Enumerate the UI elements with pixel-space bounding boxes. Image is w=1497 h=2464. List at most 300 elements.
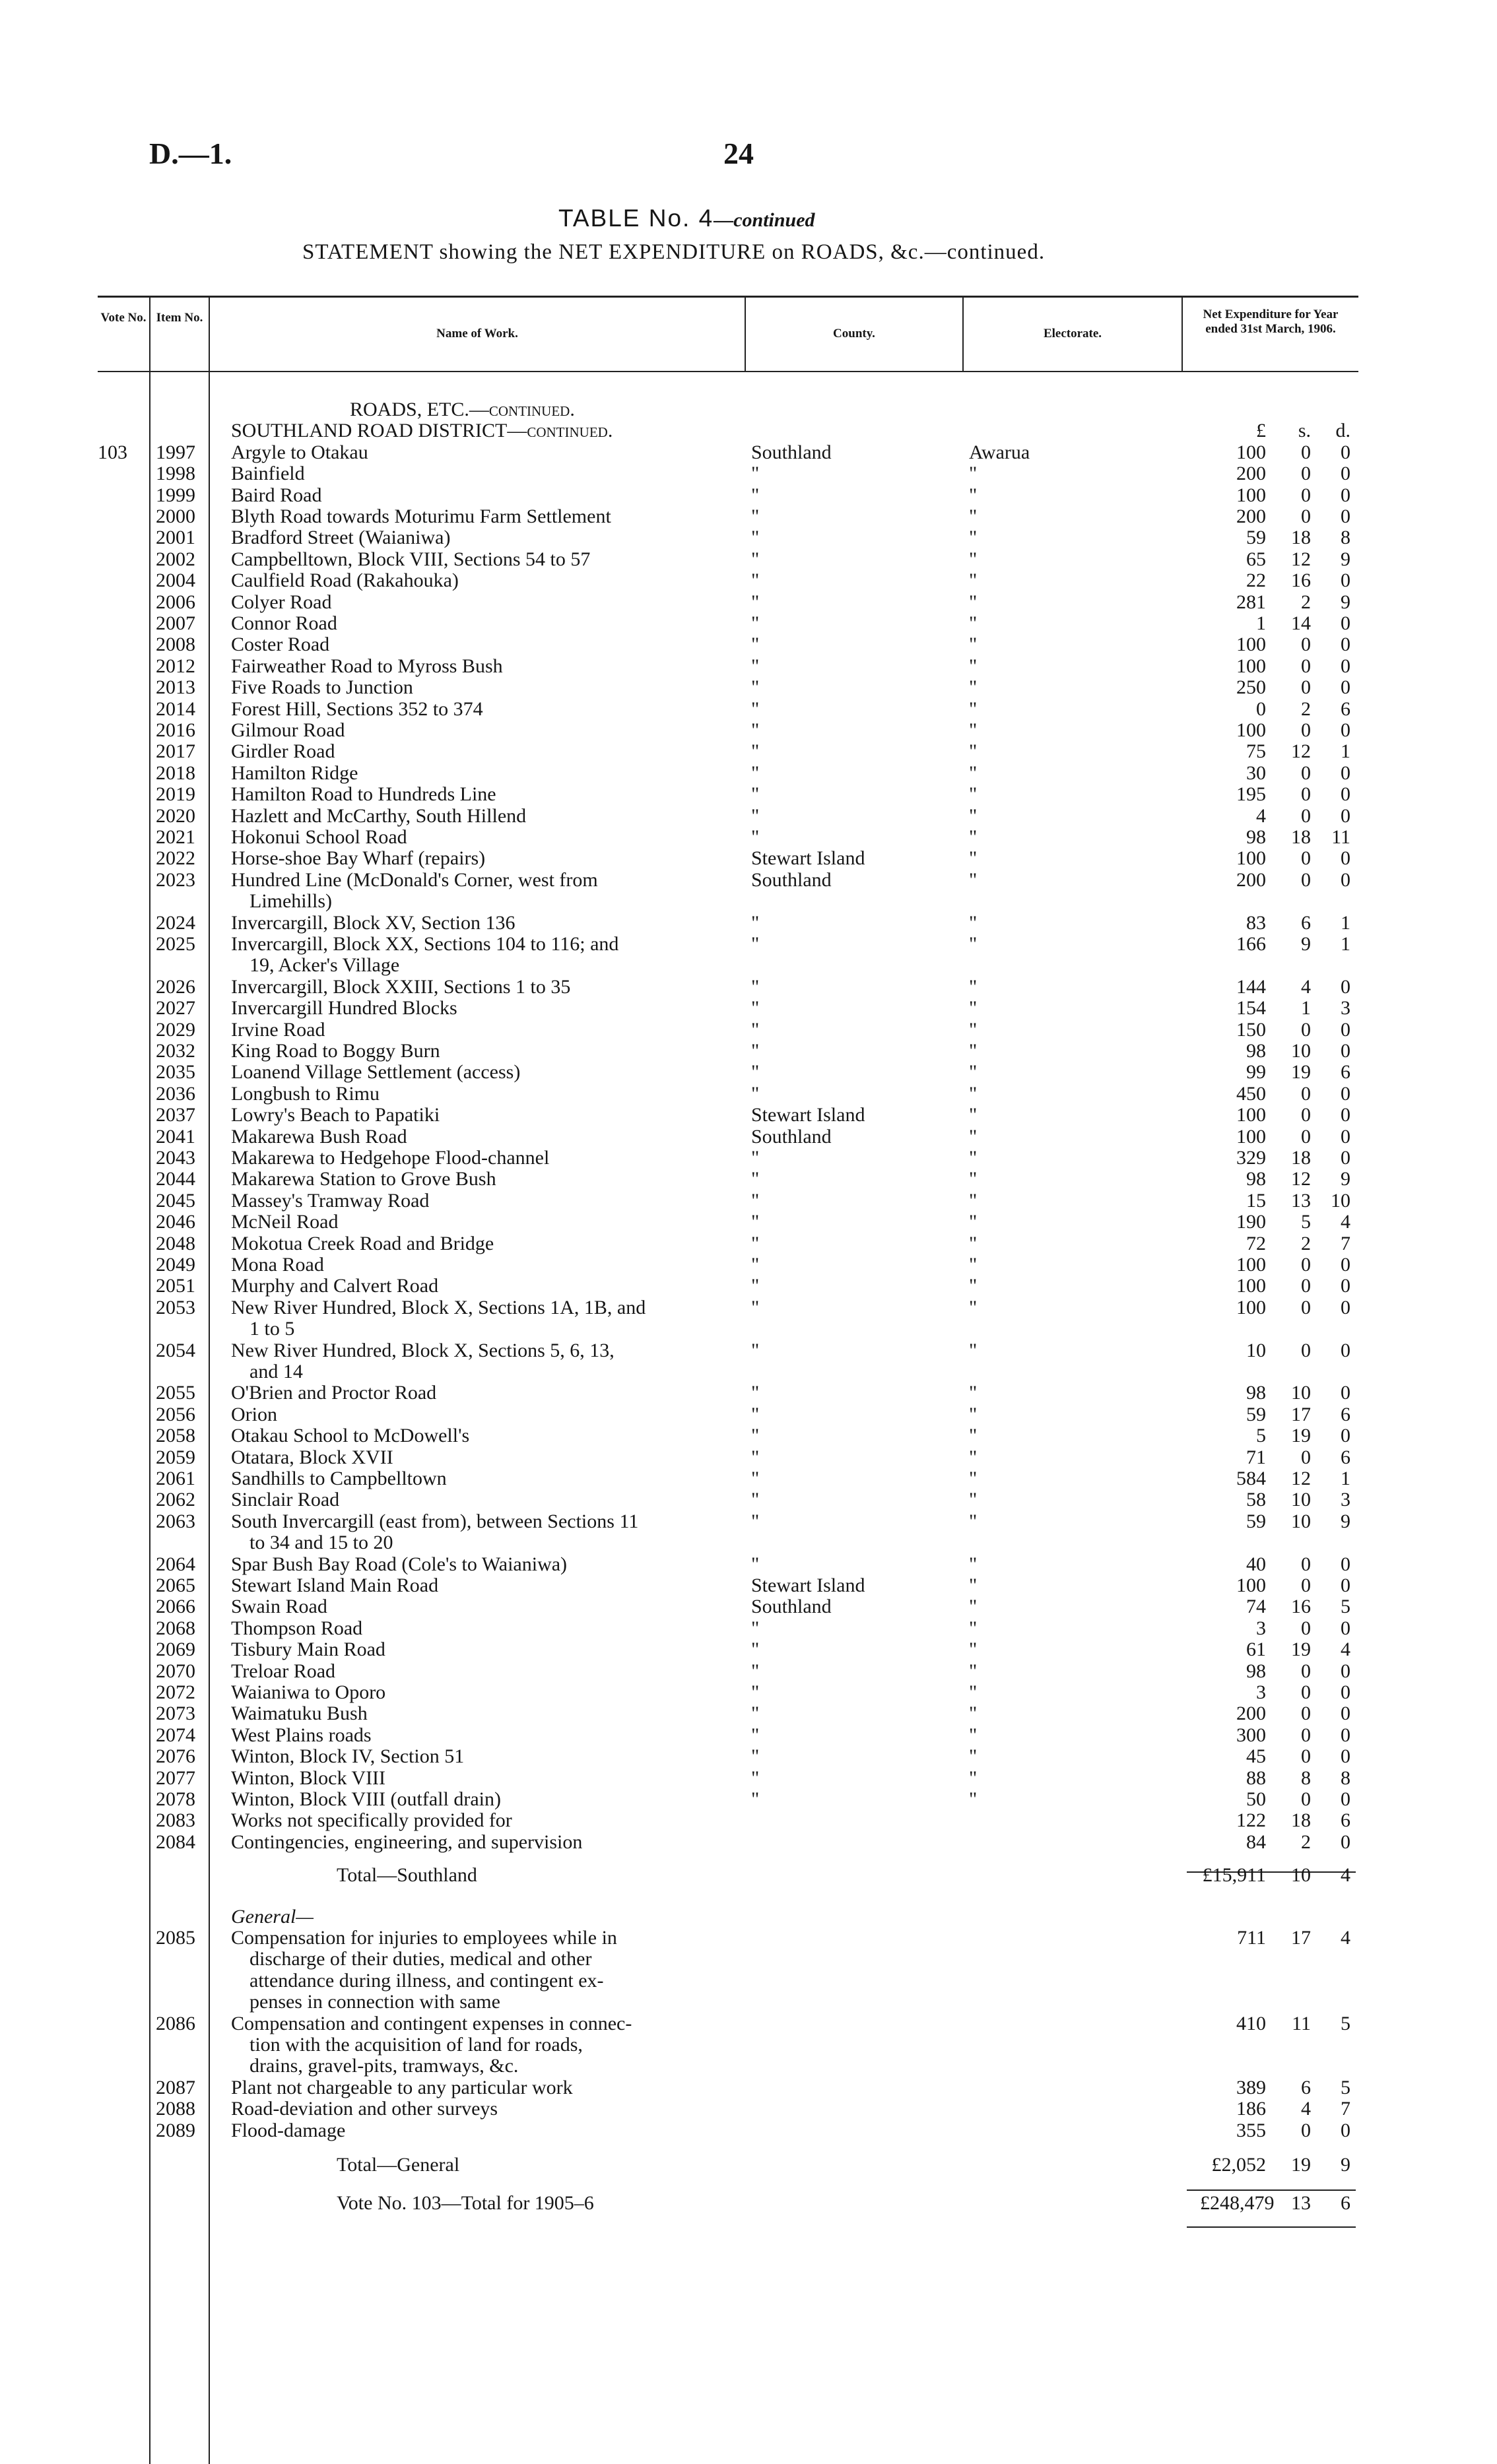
work-name: Girdler Road	[231, 740, 335, 762]
electorate: "	[969, 1211, 978, 1233]
work-name: Campbelltown, Block VIII, Sections 54 to 57	[231, 548, 591, 570]
table-row-continuation	[0, 2035, 1497, 2055]
amount-pence: 0	[1341, 1660, 1350, 1682]
item-number: 2021	[156, 826, 195, 848]
amount-pounds: 450	[1236, 1083, 1266, 1105]
table-row	[0, 763, 1497, 783]
work-name: Flood-damage	[231, 2120, 346, 2141]
work-name: West Plains roads	[231, 1724, 372, 1746]
item-number: 2068	[156, 1617, 195, 1639]
work-name: Coster Road	[231, 633, 330, 655]
currency-pence: d.	[1335, 420, 1350, 441]
electorate: "	[969, 1489, 978, 1510]
amount-pence: 0	[1341, 762, 1350, 784]
amount-shillings: 0	[1301, 805, 1311, 827]
amount-shillings: 0	[1301, 847, 1311, 869]
electorate: "	[969, 1681, 978, 1703]
amount-pounds: 58	[1246, 1489, 1266, 1510]
amount-pence: 3	[1341, 1489, 1350, 1510]
col-header-vote: Vote No.	[100, 311, 147, 325]
amount-shillings: 0	[1301, 1083, 1311, 1105]
county: "	[751, 569, 760, 591]
work-name: Bradford Street (Waianiwa)	[231, 527, 451, 548]
work-name: Spar Bush Bay Road (Cole's to Waianiwa)	[231, 1553, 568, 1575]
amount-shillings: 17	[1291, 1404, 1311, 1425]
amount-pounds: 100	[1236, 441, 1266, 463]
item-number: 1998	[156, 463, 195, 484]
item-number: 2088	[156, 2098, 195, 2120]
amount-pounds: 45	[1246, 1745, 1266, 1767]
work-name: Works not specifically provided for	[231, 1809, 512, 1831]
county: "	[751, 1745, 760, 1767]
county: "	[751, 1168, 760, 1190]
table-row	[0, 1512, 1497, 1532]
amount-pence: 1	[1341, 740, 1350, 762]
electorate: "	[969, 1617, 978, 1639]
item-number: 2001	[156, 527, 195, 548]
county: "	[751, 1382, 760, 1404]
work-name: Irvine Road	[231, 1019, 325, 1041]
amount-pounds: 98	[1246, 826, 1266, 848]
electorate: "	[969, 1660, 978, 1682]
work-name: Lowry's Beach to Papatiki	[231, 1104, 440, 1126]
amount-pence: 1	[1341, 912, 1350, 934]
table-row	[0, 977, 1497, 997]
electorate: "	[969, 762, 978, 784]
county: "	[751, 1083, 760, 1105]
amount-shillings: 13	[1291, 1190, 1311, 1212]
amount-pence: 6	[1341, 1061, 1350, 1083]
table-row	[0, 1234, 1497, 1254]
county: Southland	[751, 1126, 832, 1148]
amount-pence: 0	[1341, 1745, 1350, 1767]
table-row	[0, 1928, 1497, 1948]
amount-shillings: 4	[1301, 2098, 1311, 2120]
section-general: General—	[231, 1906, 314, 1928]
amount-pounds: 200	[1236, 463, 1266, 484]
amount-pounds: 5	[1256, 1425, 1266, 1446]
section-heading-general	[0, 1907, 1497, 1927]
work-name: Hamilton Road to Hundreds Line	[231, 783, 496, 805]
total-southland-label: Total—Southland	[337, 1864, 477, 1886]
item-number: 2069	[156, 1638, 195, 1660]
amount-pence: 0	[1341, 1019, 1350, 1041]
table-row	[0, 1062, 1497, 1082]
electorate: "	[969, 783, 978, 805]
amount-pounds: 61	[1246, 1638, 1266, 1660]
work-name: Forest Hill, Sections 352 to 374	[231, 698, 483, 720]
table-row	[0, 1790, 1497, 1809]
amount-pounds: 100	[1236, 633, 1266, 655]
amount-pounds: 166	[1236, 933, 1266, 955]
work-name: Mona Road	[231, 1254, 324, 1276]
amount-pence: 10	[1331, 1190, 1350, 1212]
amount-pence: 6	[1341, 1446, 1350, 1468]
item-number: 2051	[156, 1275, 195, 1297]
amount-shillings: 0	[1301, 463, 1311, 484]
county: "	[751, 633, 760, 655]
table-row-continuation	[0, 1319, 1497, 1339]
work-name: drains, gravel-pits, tramways, &c.	[249, 2055, 519, 2077]
item-number: 2062	[156, 1489, 195, 1510]
item-number: 2029	[156, 1019, 195, 1041]
electorate: "	[969, 1126, 978, 1148]
amount-shillings: 16	[1291, 569, 1311, 591]
amount-pounds: 100	[1236, 1254, 1266, 1276]
amount-shillings: 0	[1301, 1553, 1311, 1575]
item-number: 2086	[156, 2013, 195, 2034]
total-southland-shillings: 10	[1291, 1864, 1311, 1886]
amount-shillings: 6	[1301, 2077, 1311, 2098]
amount-pence: 0	[1341, 1275, 1350, 1297]
electorate: "	[969, 1788, 978, 1810]
electorate: "	[969, 912, 978, 934]
amount-pounds: 100	[1236, 847, 1266, 869]
amount-pence: 8	[1341, 1767, 1350, 1789]
work-name: O'Brien and Proctor Road	[231, 1382, 437, 1404]
amount-shillings: 0	[1301, 676, 1311, 698]
work-name: Hamilton Ridge	[231, 762, 358, 784]
work-name: Blyth Road towards Moturimu Farm Settlement	[231, 505, 611, 527]
total-southland-row	[0, 1865, 1497, 1885]
table-number: 4	[698, 205, 714, 232]
work-name: New River Hundred, Block X, Sections 5, 6, 13,	[231, 1340, 615, 1361]
table-row	[0, 1148, 1497, 1168]
amount-pence: 1	[1341, 1468, 1350, 1489]
amount-shillings: 2	[1301, 591, 1311, 613]
work-name: Connor Road	[231, 612, 337, 634]
work-name: Plant not chargeable to any particular work	[231, 2077, 573, 2098]
electorate: "	[969, 1340, 978, 1361]
table-row	[0, 913, 1497, 933]
amount-pounds: 100	[1236, 1275, 1266, 1297]
table-row	[0, 699, 1497, 719]
electorate: "	[969, 1425, 978, 1446]
amount-pence: 0	[1341, 1574, 1350, 1596]
amount-pence: 1	[1341, 933, 1350, 955]
item-number: 2049	[156, 1254, 195, 1276]
table-row	[0, 486, 1497, 505]
work-name-continued: and 14	[249, 1361, 303, 1382]
county: "	[751, 527, 760, 548]
county: "	[751, 1702, 760, 1724]
amount-pence: 0	[1341, 1831, 1350, 1853]
amount-pounds: 300	[1236, 1724, 1266, 1746]
amount-pence: 3	[1341, 997, 1350, 1019]
amount-shillings: 0	[1301, 1724, 1311, 1746]
amount-pence: 0	[1341, 869, 1350, 891]
item-number: 2025	[156, 933, 195, 955]
amount-pence: 7	[1341, 1233, 1350, 1254]
amount-pence: 9	[1341, 1510, 1350, 1532]
amount-pence: 0	[1341, 612, 1350, 634]
amount-shillings: 0	[1301, 1574, 1311, 1596]
amount-pence: 0	[1341, 1724, 1350, 1746]
amount-pounds: 100	[1236, 1104, 1266, 1126]
county: "	[751, 805, 760, 827]
electorate: "	[969, 463, 978, 484]
amount-pence: 0	[1341, 1040, 1350, 1062]
item-number: 2041	[156, 1126, 195, 1148]
county: "	[751, 484, 760, 506]
work-name: Hokonui School Road	[231, 826, 407, 848]
item-number: 2035	[156, 1061, 195, 1083]
work-name: Massey's Tramway Road	[231, 1190, 430, 1212]
currency-pounds: £	[1256, 420, 1266, 441]
county: "	[751, 1233, 760, 1254]
amount-pounds: 281	[1236, 591, 1266, 613]
amount-shillings: 0	[1301, 1446, 1311, 1468]
county: "	[751, 762, 760, 784]
amount-shillings: 10	[1291, 1382, 1311, 1404]
page-reference: D.—1.	[149, 137, 232, 170]
table-row-continuation	[0, 892, 1497, 911]
county: "	[751, 933, 760, 955]
county: "	[751, 1617, 760, 1639]
work-name: Treloar Road	[231, 1660, 336, 1682]
vote-total-pence: 6	[1341, 2192, 1350, 2214]
item-number: 2014	[156, 698, 195, 720]
amount-pounds: 99	[1246, 1061, 1266, 1083]
amount-pounds: 144	[1236, 976, 1266, 998]
table-row	[0, 1811, 1497, 1831]
work-name: Caulfield Road (Rakahouka)	[231, 569, 459, 591]
amount-pounds: 100	[1236, 719, 1266, 741]
county: "	[751, 1681, 760, 1703]
amount-pence: 0	[1341, 1297, 1350, 1318]
county: "	[751, 1190, 760, 1212]
work-name: Gilmour Road	[231, 719, 345, 741]
item-number: 2024	[156, 912, 195, 934]
vote-total-label: Vote No. 103—Total for 1905–6	[337, 2192, 594, 2214]
work-name: Sinclair Road	[231, 1489, 340, 1510]
amount-pounds: 100	[1236, 1126, 1266, 1148]
amount-shillings: 19	[1291, 1061, 1311, 1083]
amount-shillings: 12	[1291, 1468, 1311, 1489]
amount-pounds: 100	[1236, 1297, 1266, 1318]
work-name: tion with the acquisition of land for roads,	[249, 2034, 583, 2056]
amount-shillings: 0	[1301, 1275, 1311, 1297]
table-row-continuation	[0, 1992, 1497, 2012]
amount-pence: 4	[1341, 1927, 1350, 1949]
table-row	[0, 1276, 1497, 1296]
electorate: Awarua	[969, 441, 1030, 463]
county: "	[751, 1297, 760, 1318]
amount-shillings: 12	[1291, 548, 1311, 570]
amount-pence: 11	[1331, 826, 1350, 848]
item-number: 2059	[156, 1446, 195, 1468]
work-name: Otakau School to McDowell's	[231, 1425, 470, 1446]
item-number: 2078	[156, 1788, 195, 1810]
table-row	[0, 657, 1497, 676]
work-name-continued: 1 to 5	[249, 1318, 295, 1340]
table-continued: —continued	[714, 209, 815, 231]
amount-pence: 0	[1341, 655, 1350, 677]
amount-pence: 0	[1341, 463, 1350, 484]
amount-pence: 8	[1341, 527, 1350, 548]
item-number: 2058	[156, 1425, 195, 1446]
page-number: 24	[723, 137, 754, 170]
table-row	[0, 1704, 1497, 1724]
total-general-shillings: 19	[1291, 2154, 1311, 2176]
table-row	[0, 550, 1497, 569]
county: "	[751, 976, 760, 998]
electorate: "	[969, 1596, 978, 1617]
electorate: "	[969, 1040, 978, 1062]
amount-pence: 4	[1341, 1211, 1350, 1233]
item-number: 2036	[156, 1083, 195, 1105]
county: "	[751, 783, 760, 805]
amount-shillings: 6	[1301, 912, 1311, 934]
item-number: 2076	[156, 1745, 195, 1767]
item-number: 2085	[156, 1927, 195, 1949]
amount-pence: 0	[1341, 1254, 1350, 1276]
work-name: Swain Road	[231, 1596, 327, 1617]
table-row	[0, 1127, 1497, 1147]
county: "	[751, 1254, 760, 1276]
amount-pence: 0	[1341, 783, 1350, 805]
amount-shillings: 0	[1301, 1660, 1311, 1682]
item-number: 2070	[156, 1660, 195, 1682]
amount-shillings: 19	[1291, 1638, 1311, 1660]
work-name: Waimatuku Bush	[231, 1702, 368, 1724]
amount-shillings: 12	[1291, 1168, 1311, 1190]
electorate: "	[969, 1190, 978, 1212]
county: "	[751, 1404, 760, 1425]
table-row	[0, 1084, 1497, 1104]
electorate: "	[969, 633, 978, 655]
electorate: "	[969, 1745, 978, 1767]
electorate: "	[969, 740, 978, 762]
item-number: 2037	[156, 1104, 195, 1126]
total-general-pence: 9	[1341, 2154, 1350, 2176]
amount-shillings: 8	[1301, 1767, 1311, 1789]
item-number: 2054	[156, 1340, 195, 1361]
work-name: New River Hundred, Block X, Sections 1A, 1B, and	[231, 1297, 646, 1318]
item-number: 2077	[156, 1767, 195, 1789]
table-row	[0, 1383, 1497, 1403]
county: "	[751, 1446, 760, 1468]
work-name-continued: 19, Acker's Village	[249, 954, 400, 976]
amount-pounds: 59	[1246, 1404, 1266, 1425]
work-name: Fairweather Road to Myross Bush	[231, 655, 503, 677]
amount-pence: 6	[1341, 1404, 1350, 1425]
item-number: 2066	[156, 1596, 195, 1617]
electorate: "	[969, 676, 978, 698]
amount-pounds: 4	[1256, 805, 1266, 827]
amount-pounds: 59	[1246, 1510, 1266, 1532]
item-number: 2053	[156, 1297, 195, 1318]
amount-shillings: 19	[1291, 1425, 1311, 1446]
amount-shillings: 0	[1301, 1340, 1311, 1361]
vote-total-pounds: £248,479	[1200, 2192, 1275, 2214]
amount-shillings: 0	[1301, 1297, 1311, 1318]
county: Stewart Island	[751, 1104, 865, 1126]
table-row	[0, 1640, 1497, 1660]
county: "	[751, 1767, 760, 1789]
amount-pounds: 59	[1246, 527, 1266, 548]
work-name: penses in connection with same	[249, 1991, 500, 2013]
col-header-name: Name of Work.	[436, 327, 518, 340]
amount-shillings: 0	[1301, 441, 1311, 463]
amount-pence: 9	[1341, 591, 1350, 613]
amount-shillings: 18	[1291, 527, 1311, 548]
col-header-item: Item No.	[156, 311, 203, 325]
electorate: "	[969, 1019, 978, 1041]
electorate: "	[969, 1168, 978, 1190]
table-row	[0, 678, 1497, 697]
amount-pence: 0	[1341, 1147, 1350, 1169]
amount-shillings: 0	[1301, 1745, 1311, 1767]
section-district: SOUTHLAND ROAD DISTRICT—continued.	[231, 420, 613, 441]
amount-shillings: 10	[1291, 1510, 1311, 1532]
work-name: Compensation and contingent expenses in connec-	[231, 2013, 632, 2034]
amount-pence: 0	[1341, 441, 1350, 463]
amount-pounds: 200	[1236, 1702, 1266, 1724]
amount-pence: 0	[1341, 976, 1350, 998]
work-name: Argyle to Otakau	[231, 441, 368, 463]
electorate: "	[969, 1297, 978, 1318]
electorate: "	[969, 655, 978, 677]
work-name: attendance during illness, and contingent ex-	[249, 1970, 604, 1992]
county: "	[751, 463, 760, 484]
item-number: 2032	[156, 1040, 195, 1062]
amount-pounds: 98	[1246, 1660, 1266, 1682]
amount-shillings: 0	[1301, 762, 1311, 784]
amount-shillings: 0	[1301, 1104, 1311, 1126]
amount-shillings: 12	[1291, 740, 1311, 762]
electorate: "	[969, 1147, 978, 1169]
work-name: Contingencies, engineering, and supervision	[231, 1831, 583, 1853]
electorate: "	[969, 1083, 978, 1105]
county: "	[751, 1468, 760, 1489]
work-name: Makarewa Station to Grove Bush	[231, 1168, 496, 1190]
work-name: Bainfield	[231, 463, 305, 484]
section-roads: ROADS, ETC.—continued.	[350, 399, 575, 420]
table-row	[0, 742, 1497, 762]
amount-pence: 0	[1341, 1382, 1350, 1404]
item-number: 2018	[156, 762, 195, 784]
table-row	[0, 2099, 1497, 2119]
amount-pence: 0	[1341, 1617, 1350, 1639]
item-number: 2008	[156, 633, 195, 655]
amount-pounds: 22	[1246, 569, 1266, 591]
electorate: "	[969, 527, 978, 548]
amount-shillings: 0	[1301, 719, 1311, 741]
work-name: Invercargill, Block XV, Section 136	[231, 912, 516, 934]
amount-pounds: 72	[1246, 1233, 1266, 1254]
amount-pounds: 50	[1246, 1788, 1266, 1810]
total-southland-pence: 4	[1341, 1864, 1350, 1886]
electorate: "	[969, 976, 978, 998]
table-row	[0, 2121, 1497, 2141]
item-number: 2072	[156, 1681, 195, 1703]
amount-pounds: 329	[1236, 1147, 1266, 1169]
amount-pence: 0	[1341, 633, 1350, 655]
work-name: Invercargill, Block XXIII, Sections 1 to 35	[231, 976, 571, 998]
work-name: Invercargill Hundred Blocks	[231, 997, 457, 1019]
table-row	[0, 1490, 1497, 1510]
work-name: Mokotua Creek Road and Bridge	[231, 1233, 494, 1254]
amount-pence: 0	[1341, 1702, 1350, 1724]
amount-pence: 0	[1341, 569, 1350, 591]
amount-shillings: 18	[1291, 826, 1311, 848]
amount-pence: 0	[1341, 676, 1350, 698]
item-number: 2006	[156, 591, 195, 613]
table-row	[0, 1768, 1497, 1788]
item-number: 2063	[156, 1510, 195, 1532]
electorate: "	[969, 869, 978, 891]
